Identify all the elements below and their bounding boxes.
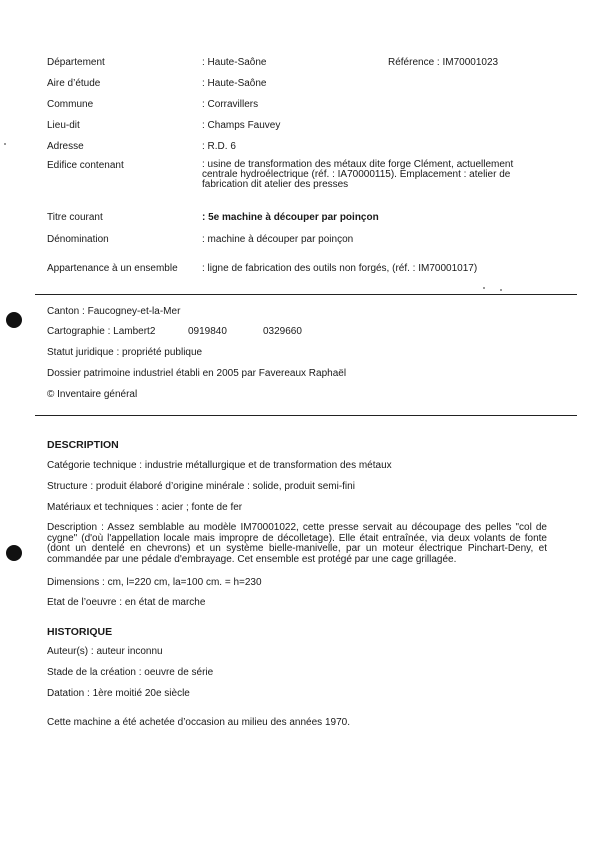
copyright-notice: © Inventaire général (47, 389, 138, 400)
structure: Structure : produit élaboré d’origine minérale : solide, produit semi-fini (47, 481, 355, 492)
reference-number: Référence : IM70001023 (388, 57, 499, 68)
value-titre-courant: : 5e machine à découper par poinçon (202, 212, 379, 223)
description-text: Description : Assez semblable au modèle IM70001022, cette presse servait au découpage des pelles "col de cygne" (d'où l'appellation locale mais impropre de décolletage). Elle était entraînée, via deux volants de fonte (dont un dentelé en chevrons) et un système bielle-manivelle, par un moteur électrique Pinchart-Deny, et commandée par une pédale d'embrayage. Cet ensemble est protégé par une cage grillagée. (47, 522, 547, 565)
section-divider (35, 415, 577, 416)
label-departement: Département (47, 57, 105, 68)
label-adresse: Adresse (47, 141, 84, 152)
label-denomination: Dénomination (47, 234, 109, 245)
binder-hole-icon (6, 545, 22, 561)
auteurs: Auteur(s) : auteur inconnu (47, 646, 163, 657)
value-lieu-dit: : Champs Fauvey (202, 120, 281, 131)
statut-juridique: Statut juridique : propriété publique (47, 347, 203, 358)
stade-creation: Stade de la création : oeuvre de série (47, 667, 214, 678)
label-edifice-contenant: Edifice contenant (47, 160, 124, 171)
coordinate-x: 0919840 (188, 326, 227, 337)
coordinate-y: 0329660 (263, 326, 302, 337)
value-appartenance: : ligne de fabrication des outils non forgés, (réf. : IM70001017) (202, 263, 478, 274)
materiaux-techniques: Matériaux et techniques : acier ; fonte de fer (47, 502, 243, 513)
value-adresse: : R.D. 6 (202, 141, 236, 152)
value-denomination: : machine à découper par poinçon (202, 234, 354, 245)
canton: Canton : Faucogney-et-la-Mer (47, 306, 181, 317)
description-heading: DESCRIPTION (47, 439, 119, 451)
datation: Datation : 1ère moitié 20e siècle (47, 688, 190, 699)
scan-speck (500, 289, 502, 291)
categorie-technique: Catégorie technique : industrie métallurgique et de transformation des métaux (47, 460, 392, 471)
value-commune: : Corravillers (202, 99, 259, 110)
scan-speck (483, 287, 485, 289)
dossier-info: Dossier patrimoine industriel établi en 2005 par Favereaux Raphaël (47, 368, 347, 379)
label-commune: Commune (47, 99, 94, 110)
value-aire-etude: : Haute-Saône (202, 78, 267, 89)
label-titre-courant: Titre courant (47, 212, 103, 223)
scan-speck (4, 143, 6, 145)
label-lieu-dit: Lieu-dit (47, 120, 80, 131)
cartographie: Cartographie : Lambert2 (47, 326, 156, 337)
historique-note: Cette machine a été achetée d’occasion au milieu des années 1970. (47, 717, 350, 728)
label-aire-etude: Aire d’étude (47, 78, 101, 89)
section-divider (35, 294, 577, 295)
historique-heading: HISTORIQUE (47, 626, 113, 638)
value-departement: : Haute-Saône (202, 57, 267, 68)
value-edifice-contenant: : usine de transformation des métaux dite forge Clément, actuellement centrale hydroélectrique (réf. : IA70000115). Emplacement : atelier de fabrication dit atelier des presses (202, 159, 514, 190)
binder-hole-icon (6, 312, 22, 328)
dimensions: Dimensions : cm, l=220 cm, la=100 cm. = h=230 (47, 577, 262, 588)
etat-oeuvre: Etat de l’oeuvre : en état de marche (47, 597, 206, 608)
label-appartenance: Appartenance à un ensemble (47, 263, 178, 274)
